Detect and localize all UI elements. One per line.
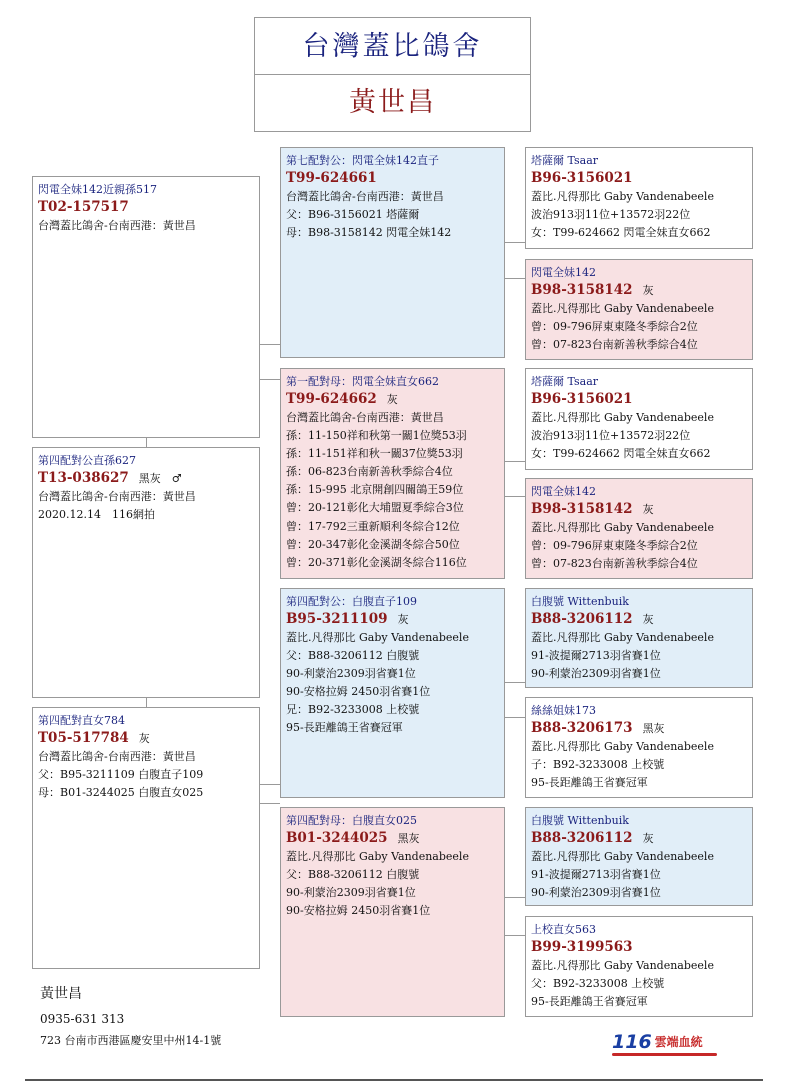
dam-card (32, 707, 260, 969)
connector (504, 496, 525, 497)
ring-number: B88-3206112 灰 (531, 611, 654, 627)
info-line: 90-利蒙治2309羽省賽1位 (531, 667, 661, 681)
pigeon-name: 第四配對直女784 (38, 714, 125, 727)
info-line: 曾：07-823台南新善秋季綜合4位 (531, 338, 698, 352)
info-line: 曾：09-796屏東東隆冬季綜合2位 (531, 320, 698, 334)
ring-number: B98-3158142 灰 (531, 501, 654, 517)
info-line: 蓋比.凡得那比 Gaby Vandenabeele (286, 631, 469, 644)
info-line: 95-長距離鴿王省賽冠軍 (286, 721, 403, 735)
info-line: 蓋比.凡得那比 Gaby Vandenabeele (531, 411, 714, 424)
ring-number: B01-3244025 黑灰 (286, 830, 420, 846)
ssd-card (525, 259, 753, 360)
info-line: 孫：15-995 北京開創四關鴿王59位 (286, 483, 464, 497)
logo-number: 116 (612, 1031, 652, 1053)
owner-name: 黃世昌 (349, 87, 436, 118)
feather-color: 灰 (642, 284, 654, 297)
pigeon-name: 閃電全妹142 (531, 485, 596, 498)
pigeon-name: 第四配對母：白腹直女025 (286, 814, 417, 827)
connector (504, 242, 525, 243)
pigeon-name: 絲絲姐妹173 (531, 704, 596, 717)
cloud-pedigree-logo (612, 1031, 703, 1053)
info-line: 蓋比.凡得那比 Gaby Vandenabeele (531, 521, 714, 534)
info-line: 兄：B92-3233008 上校號 (286, 703, 420, 717)
subject-card (32, 176, 260, 438)
loft-name: 台灣蓋比鴿舍 (255, 18, 530, 75)
pigeon-name: 白腹號 Wittenbuik (531, 595, 629, 608)
info-line: 蓋比.凡得那比 Gaby Vandenabeele (531, 190, 714, 203)
info-line: 90-利蒙治2309羽省賽1位 (531, 886, 661, 900)
sds-card (525, 368, 753, 470)
info-line: 孫：11-151祥和秋一關37位獎53羽 (286, 447, 463, 461)
pigeon-name: 第一配對母：閃電全妹直女662 (286, 375, 439, 388)
info-line: 95-長距離鴿王省賽冠軍 (531, 995, 648, 1009)
info-line: 蓋比.凡得那比 Gaby Vandenabeele (531, 631, 714, 644)
info-line: 曾：20-347彰化金溪湖冬綜合50位 (286, 537, 460, 551)
connector (259, 784, 280, 785)
pigeon-name: 第四配對公直孫627 (38, 454, 136, 467)
connector (504, 897, 525, 898)
connector (504, 682, 525, 683)
pigeon-name: 閃電全妹142 (531, 266, 596, 279)
info-line: 波治913羽11位+13572羽22位 (531, 429, 691, 443)
info-line: 曾：17-792三重新順利冬綜合12位 (286, 519, 460, 533)
info-line: 90-利蒙治2309羽省賽1位 (286, 886, 416, 900)
info-line: 台灣蓋比鴿舍-台南西港：黃世昌 (286, 190, 444, 203)
connector (146, 437, 147, 447)
info-line: 曾：20-371彰化金溪湖冬綜合116位 (286, 555, 467, 569)
ring-number: B98-3158142 灰 (531, 282, 654, 298)
feather-color: 灰 (397, 613, 409, 626)
dsd-card (525, 697, 753, 798)
contact-address: 723 台南市西港區慶安里中州14-1號 (40, 1034, 222, 1047)
info-line: 孫：06-823台南新善秋季綜合4位 (286, 465, 453, 479)
info-line: 曾：09-796屏東東隆冬季綜合2位 (531, 539, 698, 553)
connector (504, 717, 525, 718)
pigeon-name: 上校直女563 (531, 923, 596, 936)
logo-swoosh (612, 1053, 717, 1056)
info-line: 90-安格拉姆 2450羽省賽1位 (286, 904, 431, 918)
info-line: 台灣蓋比鴿舍-台南西港：黃世昌 (38, 490, 196, 503)
ring-number: T02-157517 (38, 199, 129, 215)
feather-color: 灰 (138, 732, 150, 745)
info-line: 蓋比.凡得那比 Gaby Vandenabeele (531, 850, 714, 863)
info-line: 曾：20-121彰化大埔盟夏季綜合3位 (286, 501, 464, 515)
sire-sire-card (280, 147, 505, 358)
feather-color: 灰 (642, 613, 654, 626)
ring-number: T13-038627 黑灰 ♂ (38, 470, 182, 486)
info-line: 波治913羽11位+13572羽22位 (531, 208, 691, 222)
connector (259, 379, 280, 380)
contact-name: 黃世昌 (40, 986, 82, 1002)
bottom-divider (25, 1079, 763, 1081)
feather-color: 黑灰 (642, 722, 665, 735)
ring-number: B95-3211109 灰 (286, 611, 409, 627)
ring-number: B88-3206173 黑灰 (531, 720, 665, 736)
pigeon-name: 白腹號 Wittenbuik (531, 814, 629, 827)
pigeon-name: 第四配對公：白腹直子109 (286, 595, 417, 608)
info-line: 95-長距離鴿王省賽冠軍 (531, 776, 648, 790)
contact-footer (40, 983, 221, 1051)
feather-color: 灰 (642, 832, 654, 845)
feather-color: 灰 (386, 393, 398, 406)
ring-number: T99-624661 (286, 170, 377, 186)
connector (259, 344, 280, 345)
info-line: 父：B92-3233008 上校號 (531, 977, 665, 991)
connector (504, 278, 525, 279)
info-line: 孫：11-150祥和秋第一關1位獎53羽 (286, 429, 467, 443)
ring-number: T99-624662 灰 (286, 391, 398, 407)
ring-number: B96-3156021 (531, 170, 633, 186)
feather-color: 灰 (642, 503, 654, 516)
info-line: 蓋比.凡得那比 Gaby Vandenabeele (531, 302, 714, 315)
feather-color: 黑灰 ♂ (138, 472, 182, 485)
pigeon-name: 塔薩爾 Tsaar (531, 154, 599, 167)
info-line: 女：T99-624662 閃電全妹直女662 (531, 226, 711, 240)
connector (259, 803, 280, 804)
info-line: 父：B96-3156021 塔薩爾 (286, 208, 420, 222)
info-line: 90-利蒙治2309羽省賽1位 (286, 667, 416, 681)
feather-color: 黑灰 (397, 832, 420, 845)
dam-sire-card (280, 588, 505, 798)
connector (504, 935, 525, 936)
info-line: 91-波提爾2713羽省賽1位 (531, 649, 661, 663)
sire-card (32, 447, 260, 698)
ring-number: T05-517784 灰 (38, 730, 150, 746)
info-line: 蓋比.凡得那比 Gaby Vandenabeele (531, 959, 714, 972)
contact-phone: 0935-631 313 (40, 1012, 125, 1026)
pigeon-name: 塔薩爾 Tsaar (531, 375, 599, 388)
info-line: 母：B01-3244025 白腹直女025 (38, 786, 204, 800)
info-line: 90-安格拉姆 2450羽省賽1位 (286, 685, 431, 699)
info-line: 父：B95-3211109 白腹直子109 (38, 768, 204, 782)
sss-card (525, 147, 753, 249)
info-line: 蓋比.凡得那比 Gaby Vandenabeele (286, 850, 469, 863)
info-line: 曾：07-823台南新善秋季綜合4位 (531, 557, 698, 571)
info-line: 子：B92-3233008 上校號 (531, 758, 665, 772)
ring-number: B99-3199563 (531, 939, 633, 955)
dam-dam-card (280, 807, 505, 1017)
ring-number: B88-3206112 灰 (531, 830, 654, 846)
dss-card (525, 588, 753, 688)
info-line: 台灣蓋比鴿舍-台南西港：黃世昌 (38, 219, 196, 232)
connector (146, 697, 147, 707)
pigeon-name: 第七配對公：閃電全妹142直子 (286, 154, 439, 167)
info-line: 母：B98-3158142 閃電全妹142 (286, 226, 452, 240)
info-line: 父：B88-3206112 白腹號 (286, 649, 420, 663)
info-line: 台灣蓋比鴿舍-台南西港：黃世昌 (286, 411, 444, 424)
ring-number: B96-3156021 (531, 391, 633, 407)
pigeon-name: 閃電全妹142近親孫517 (38, 183, 157, 196)
dds-card (525, 807, 753, 906)
info-line: 女：T99-624662 閃電全妹直女662 (531, 447, 711, 461)
sire-dam-card (280, 368, 505, 579)
info-line: 台灣蓋比鴿舍-台南西港：黃世昌 (38, 750, 196, 763)
info-line: 91-波提爾2713羽省賽1位 (531, 868, 661, 882)
info-line: 蓋比.凡得那比 Gaby Vandenabeele (531, 740, 714, 753)
pedigree-header (254, 17, 531, 132)
connector (504, 461, 525, 462)
info-line: 2020.12.14 116網拍 (38, 508, 155, 522)
info-line: 父：B88-3206112 白腹號 (286, 868, 420, 882)
logo-text: 雲端血統 (654, 1035, 703, 1049)
sdd-card (525, 478, 753, 579)
ddd-card (525, 916, 753, 1017)
